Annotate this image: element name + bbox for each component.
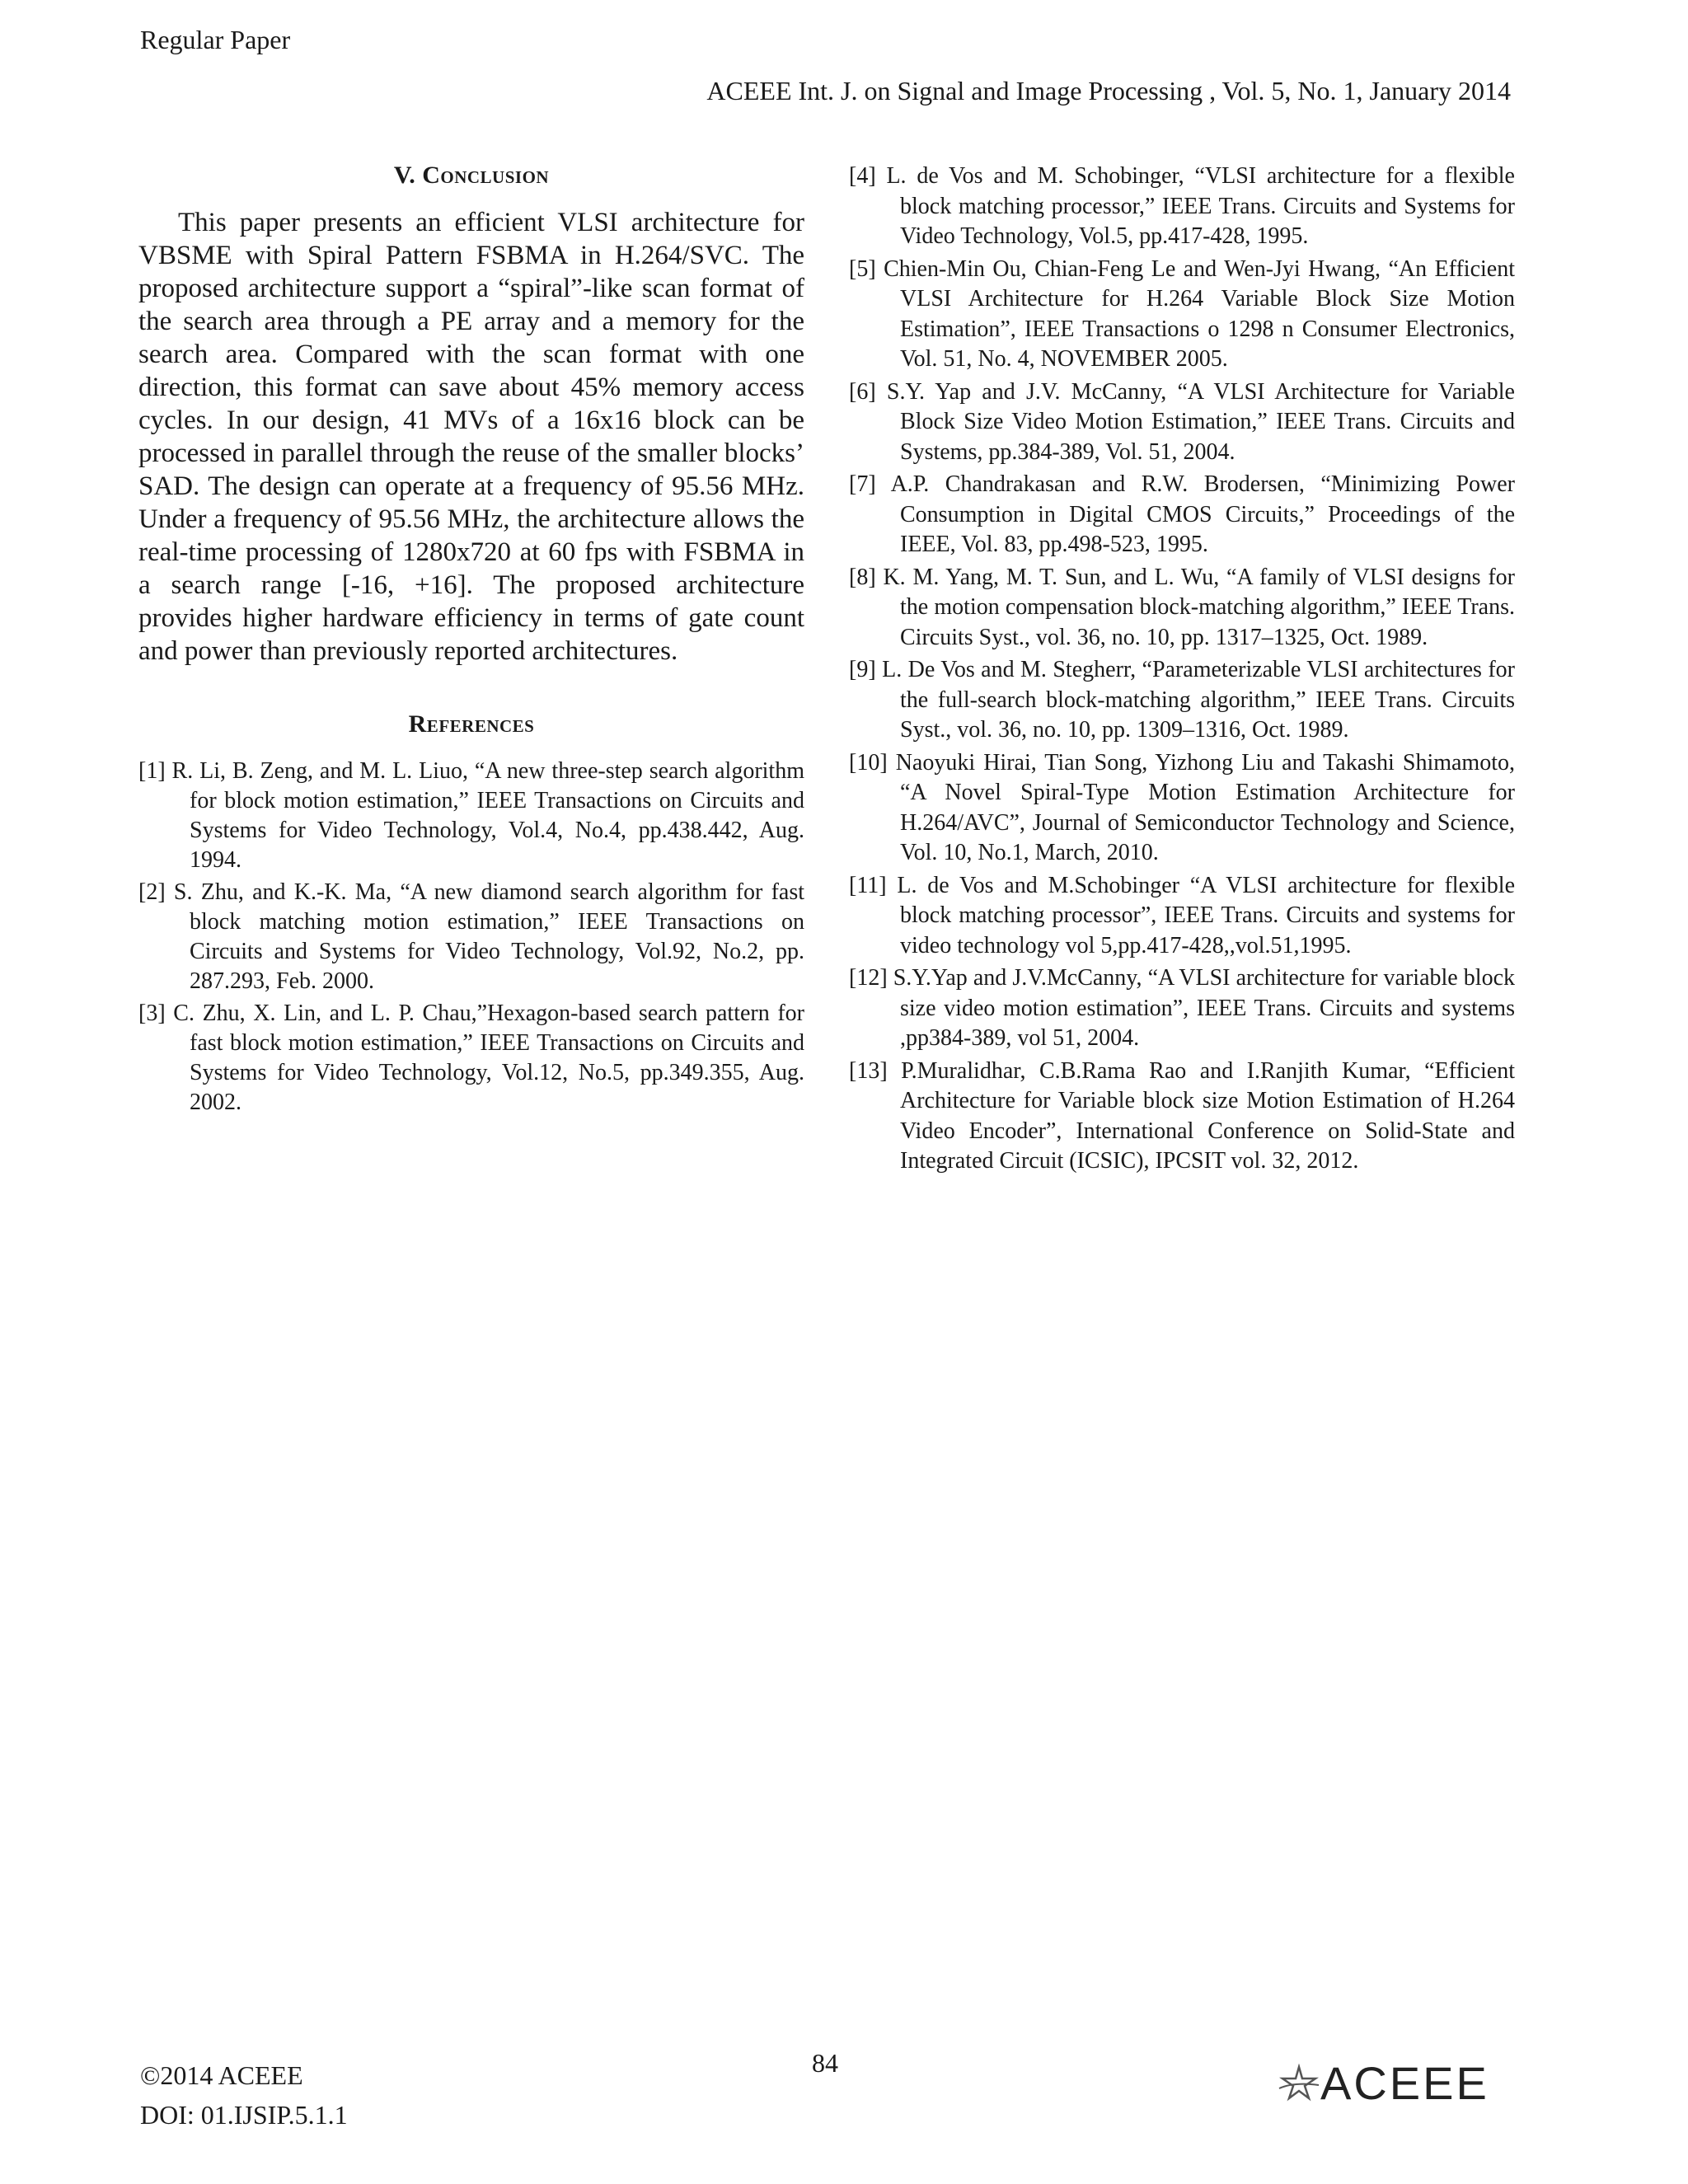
reference-item: [10] Naoyuki Hirai, Tian Song, Yizhong Liu and Takashi Shimamoto, “A Novel Spiral-Type Motion Estimation Architecture for H.264/AVC”, Journal of Semiconductor Technology and Science, Vol. 10, No.1, March, 2010.: [849, 749, 1515, 865]
reference-item: [13] P.Muralidhar, C.B.Rama Rao and I.Ranjith Kumar, “Efficient Architecture for Variable block size Motion Estimation of H.264 Video Encoder”, International Conference on Solid-State and Integrated Circuit (ICSIC), IPCSIT vol. 32, 2012.: [849, 1057, 1515, 1174]
conclusion-paragraph: This paper presents an efficient VLSI architecture for VBSME with Spiral Pattern FSBMA in H.264/SVC. The proposed architecture support a “spiral”-like scan format of the search area through a PE array and a memory for the search area. Compared with the scan format with one direction, this format can save about 45% memory access cycles. In our design, 41 MVs of a 16x16 block can be processed in parallel through the reuse of the smaller blocks’ SAD. The design can operate at a frequency of 95.56 MHz. Under a frequency of 95.56 MHz, the architecture allows the real-time processing of 1280x720 at 60 fps with FSBMA in a search range [-16, +16]. The proposed architecture provides higher hardware efficiency in terms of gate count and power than previously reported architectures.: [138, 208, 804, 666]
conclusion-numeral: V.: [393, 162, 423, 189]
page-number: 84: [812, 2048, 838, 2078]
reference-item: [3] C. Zhu, X. Lin, and L. P. Chau,”Hexagon-based search pattern for fast block motion estimation,” IEEE Transactions on Circuits and Systems for Video Technology, Vol.12, No.5, pp.349.355, Aug. 2002.: [138, 1001, 804, 1115]
footer-copyright: ©2014 ACEEE: [140, 2060, 303, 2090]
reference-item: [8] K. M. Yang, M. T. Sun, and L. Wu, “A family of VLSI designs for the motion compensation block-matching algorithm,” IEEE Trans. Circuits Syst., vol. 36, no. 10, pp. 1317–1325, Oct. 1989.: [849, 564, 1515, 650]
reference-item: [2] S. Zhu, and K.-K. Ma, “A new diamond search algorithm for fast block matching motion estimation,” IEEE Transactions on Circuits and Systems for Video Technology, Vol.92, No.2, pp. 287.293, Feb. 2000.: [138, 879, 804, 994]
left-column: [138, 162, 804, 1120]
references-heading: [138, 710, 804, 738]
references-title: References: [408, 710, 535, 738]
reference-item: [4] L. de Vos and M. Schobinger, “VLSI architecture for a flexible block matching processor,” IEEE Trans. Circuits and Systems for Video Technology, Vol.5, pp.417-428, 1995.: [849, 163, 1515, 249]
reference-item: [6] S.Y. Yap and J.V. McCanny, “A VLSI Architecture for Variable Block Size Video Motion Estimation,” IEEE Trans. Circuits and Systems, pp.384-389, Vol. 51, 2004.: [849, 378, 1515, 465]
conclusion-heading: [138, 162, 804, 190]
footer-doi: DOI: 01.IJSIP.5.1.1: [140, 2100, 348, 2130]
reference-item: [9] L. De Vos and M. Stegherr, “Parameterizable VLSI architectures for the full-search block-matching algorithm,” IEEE Trans. Circuits Syst., vol. 36, no. 10, pp. 1309–1316, Oct. 1989.: [849, 657, 1515, 743]
star-swoosh-icon: [1278, 2064, 1320, 2103]
aceee-logo: [1278, 2057, 1489, 2109]
right-column: [849, 162, 1515, 1179]
reference-item: [11] L. de Vos and M.Schobinger “A VLSI architecture for flexible block matching processor”, IEEE Trans. Circuits and systems for video technology vol 5,pp.417-428,,vol.51,1995.: [849, 872, 1515, 958]
reference-item: [1] R. Li, B. Zeng, and M. L. Liuo, “A new three-step search algorithm for block motion estimation,” IEEE Transactions on Circuits and Systems for Video Technology, Vol.4, No.4, pp.438.442, Aug. 1994.: [138, 758, 804, 873]
conclusion-title: Conclusion: [422, 162, 550, 189]
running-header-left: Regular Paper: [140, 25, 291, 54]
reference-item: [7] A.P. Chandrakasan and R.W. Brodersen, “Minimizing Power Consumption in Digital CMOS Circuits,” Proceedings of the IEEE, Vol. 83, pp.498-523, 1995.: [849, 471, 1515, 557]
reference-item: [12] S.Y.Yap and J.V.McCanny, “A VLSI architecture for variable block size video motion estimation”, IEEE Trans. Circuits and systems ,pp384-389, vol 51, 2004.: [849, 965, 1515, 1051]
logo-text: ACEEE: [1320, 2057, 1489, 2109]
running-header-right: ACEEE Int. J. on Signal and Image Processing , Vol. 5, No. 1, January 2014: [706, 76, 1511, 105]
reference-item: [5] Chien-Min Ou, Chian-Feng Le and Wen-Jyi Hwang, “An Efficient VLSI Architecture for H.264 Variable Block Size Motion Estimation”, IEEE Transactions o 1298 n Consumer Electronics, Vol. 51, No. 4, NOVEMBER 2005.: [849, 255, 1515, 372]
